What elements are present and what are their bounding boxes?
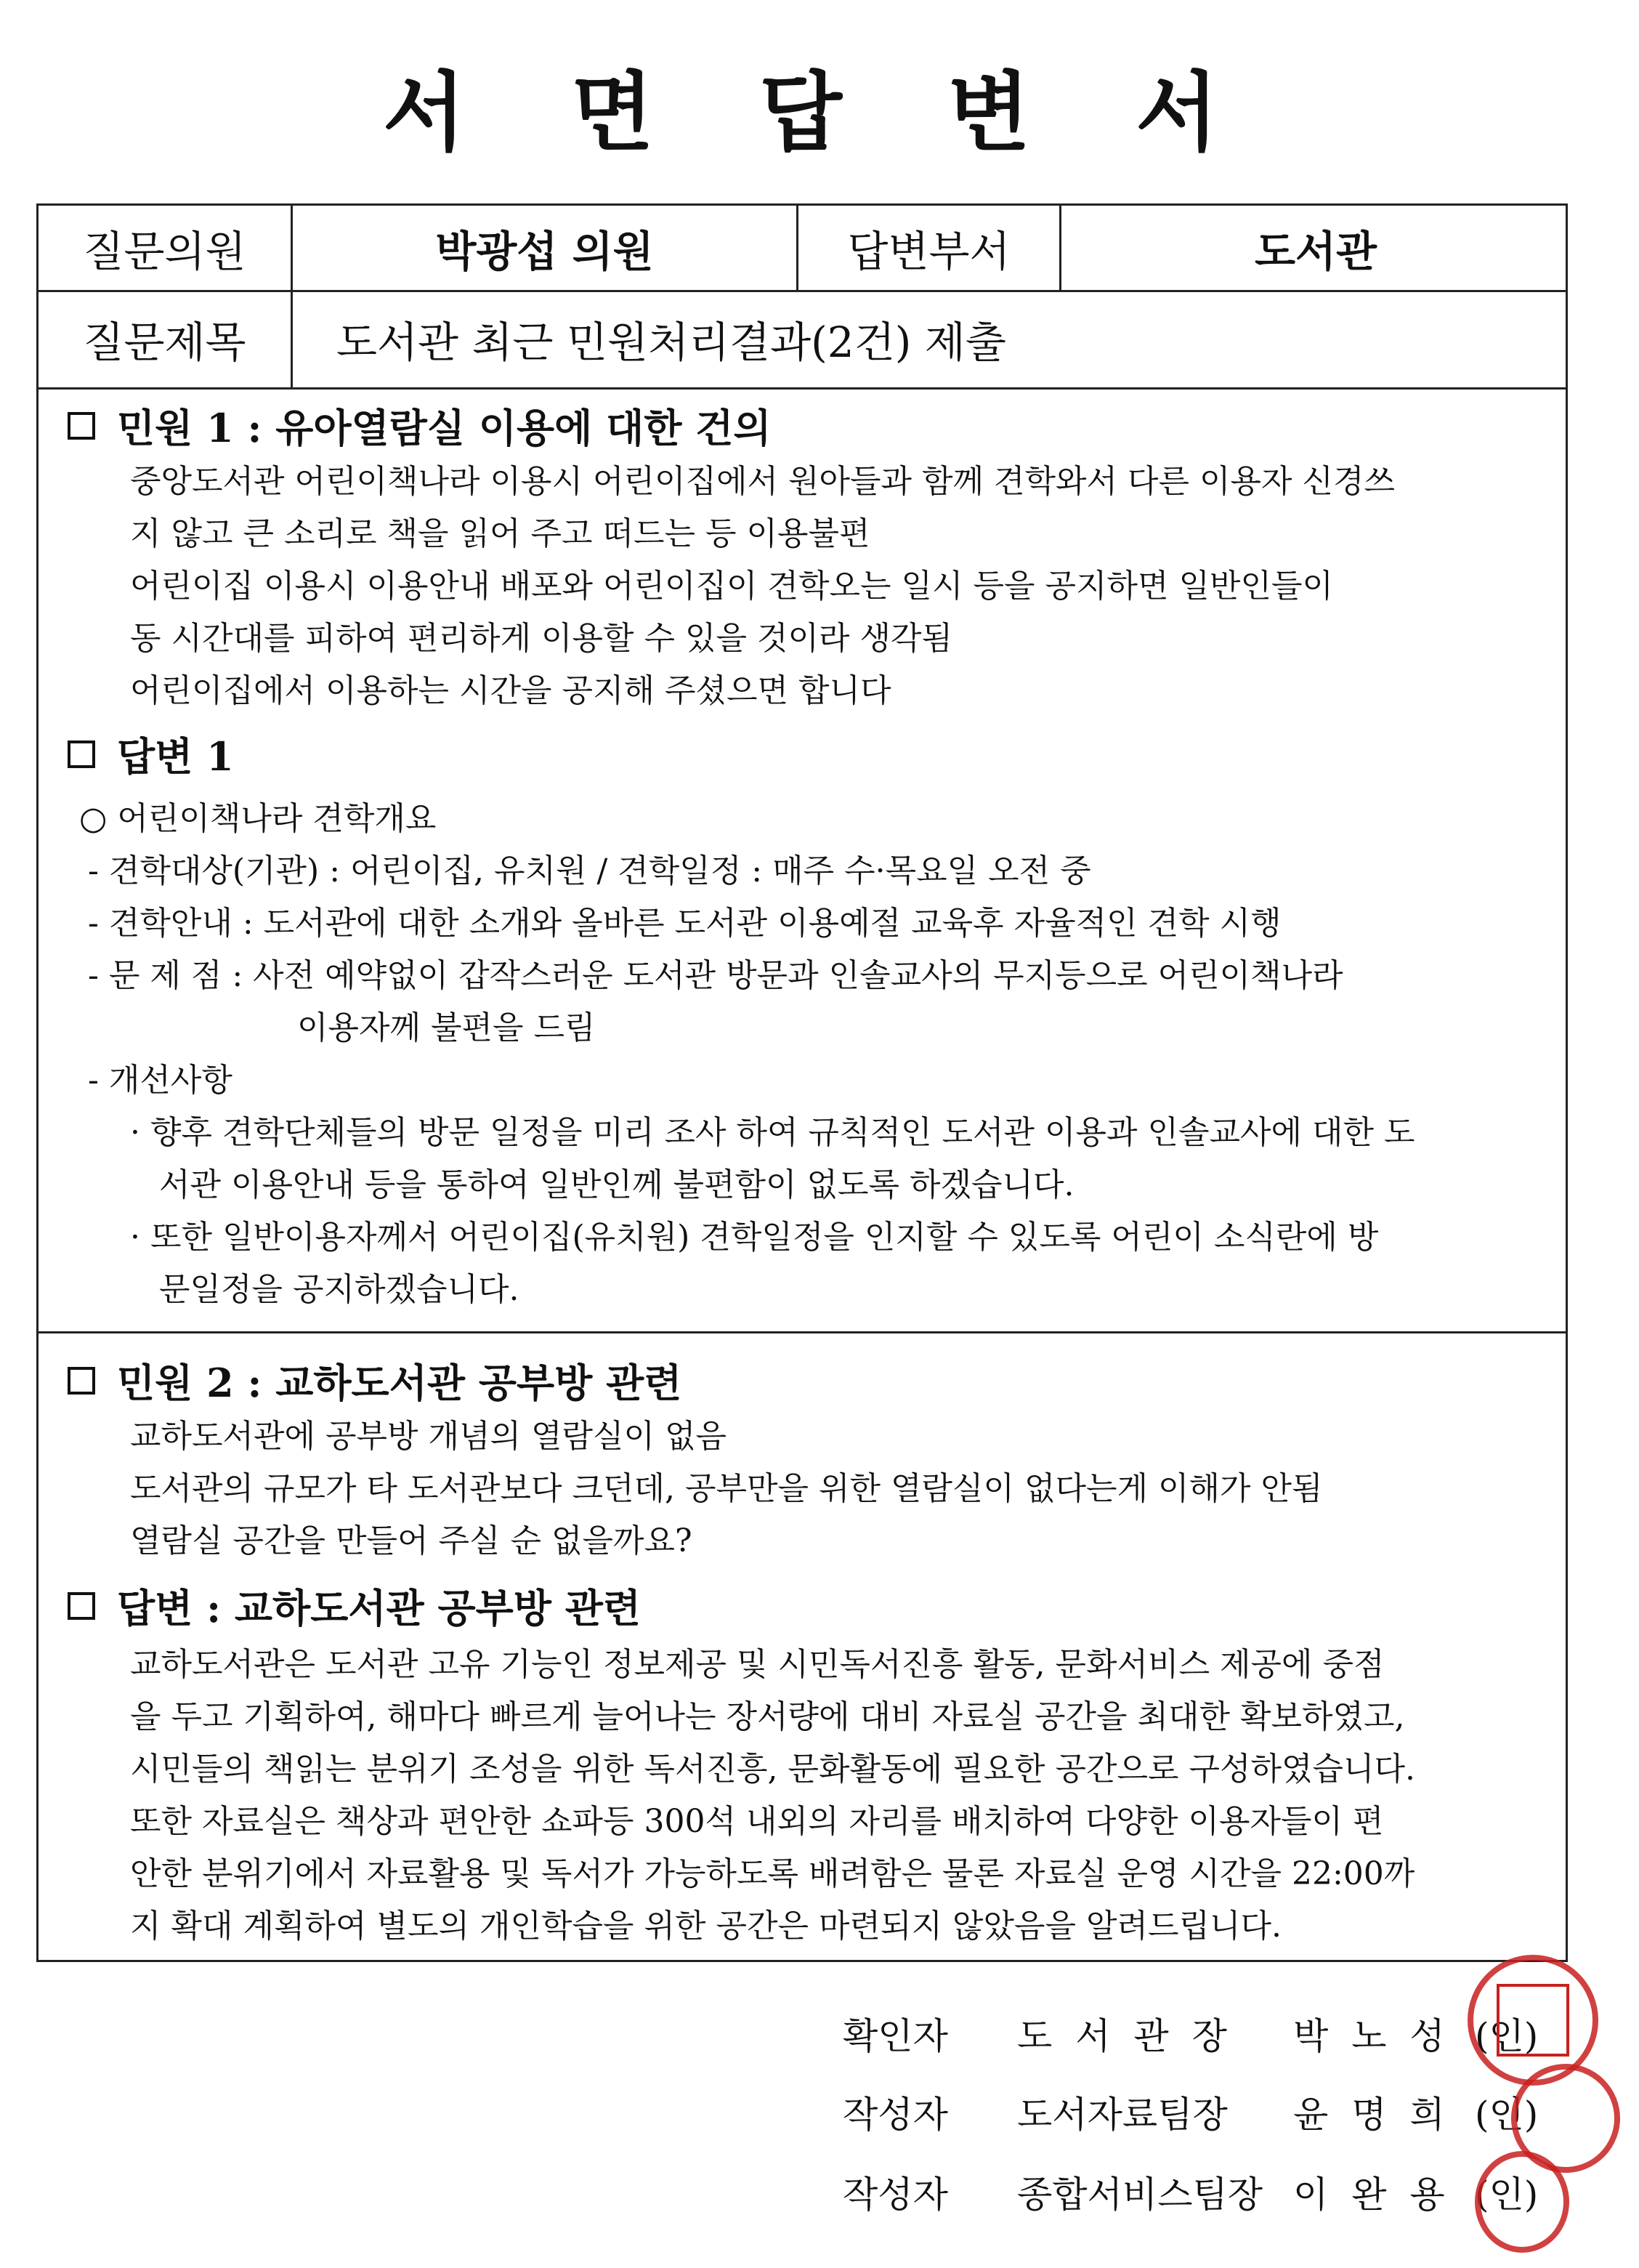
answer2-heading-text: 답변 : 교하도서관 공부방 관련 bbox=[117, 1585, 642, 1631]
section2-line: 열람실 공간을 만들어 주실 순 없을까요? bbox=[130, 1522, 692, 1559]
subject-value: 도서관 최근 민원처리결과(2건) 제출 bbox=[336, 318, 1006, 367]
answer1-improvement: · 향후 견학단체들의 방문 일정을 미리 조사 하여 규칙적인 도서관 이용과 인솔교사에 대한 도 bbox=[130, 1114, 1415, 1151]
section2-line: 도서관의 규모가 타 도서관보다 크던데, 공부만을 위한 열람실이 없다는게 이해가 안됨 bbox=[130, 1470, 1323, 1507]
section1-line: 어린이집 이용시 이용안내 배포와 어린이집이 견학오는 일시 등을 공지하면 일반인들이 bbox=[130, 568, 1334, 605]
header-row-questioner bbox=[39, 206, 1566, 292]
signature-title: 도서자료팀장 bbox=[1017, 2094, 1228, 2136]
answer1-overview: ○ 어린이책나라 견학개요 bbox=[79, 800, 437, 837]
section2-heading bbox=[68, 1352, 681, 1408]
answer2-line: 또한 자료실은 책상과 편안한 쇼파등 300석 내외의 자리를 배치하여 다양한 이용자들이 편 bbox=[130, 1803, 1384, 1840]
checkbox-icon bbox=[68, 1592, 95, 1620]
section2-line: 교하도서관에 공부방 개념의 열람실이 없음 bbox=[130, 1418, 727, 1455]
section2-heading-text: 민원 2 : 교하도서관 공부방 관련 bbox=[117, 1360, 682, 1406]
answer2-heading bbox=[68, 1578, 641, 1634]
checkbox-icon bbox=[68, 1367, 95, 1395]
answer2-line: 지 확대 계획하여 별도의 개인학습을 위한 공간은 마련되지 않았음을 알려드립니다. bbox=[130, 1908, 1282, 1945]
checkbox-icon bbox=[68, 740, 95, 768]
section-divider bbox=[39, 1331, 1566, 1333]
questioner-label: 질문의원 bbox=[39, 206, 293, 290]
answer-form bbox=[36, 203, 1568, 1962]
signature-role: 확인자 bbox=[843, 2015, 948, 2057]
answer1-item: - 견학대상(기관) : 어린이집, 유치원 / 견학일정 : 매주 수·목요일 오전 중 bbox=[88, 852, 1091, 889]
subject-label: 질문제목 bbox=[39, 290, 293, 387]
section1-body bbox=[130, 456, 1554, 717]
answer2-line: 교하도서관은 도서관 고유 기능인 정보제공 및 시민독서진흥 활동, 문화서비스 제공에 중점 bbox=[130, 1646, 1385, 1683]
checkbox-icon bbox=[68, 412, 95, 440]
section1-line: 지 않고 큰 소리로 책을 읽어 주고 떠드는 등 이용불편 bbox=[130, 515, 870, 552]
section1-heading bbox=[68, 397, 772, 453]
questioner-value: 박광섭 의원 bbox=[293, 206, 798, 290]
signature-title: 종합서비스팀장 bbox=[1017, 2174, 1263, 2216]
answer1-improvement: 서관 이용안내 등을 통하여 일반인께 불편함이 없도록 하겠습니다. bbox=[159, 1166, 1075, 1203]
section2-body bbox=[130, 1411, 1323, 1567]
section1-line: 중앙도서관 어린이책나라 이용시 어린이집에서 원아들과 함께 견학와서 다른 이용자 신경쓰 bbox=[130, 463, 1396, 500]
section1-line: 동 시간대를 피하여 편리하게 이용할 수 있을 것이라 생각됨 bbox=[130, 620, 952, 657]
signature-title: 도 서 관 장 bbox=[1017, 2015, 1233, 2057]
signature-name: 이 완 용 bbox=[1293, 2174, 1451, 2216]
signature-seal: (인) bbox=[1475, 2094, 1539, 2136]
signature-name: 박 노 성 bbox=[1293, 2015, 1451, 2057]
answer1-item: 이용자께 불편을 드림 bbox=[297, 1009, 596, 1046]
header-row-subject bbox=[39, 290, 1566, 390]
answer1-improvement: 문일정을 공지하겠습니다. bbox=[159, 1271, 519, 1308]
answer1-heading-text: 답변 1 bbox=[117, 733, 234, 780]
department-value: 도서관 bbox=[1254, 227, 1377, 276]
answer1-item: - 견학안내 : 도서관에 대한 소개와 올바른 도서관 이용예절 교육후 자율적인 견학 시행 bbox=[88, 905, 1282, 942]
signature-name: 윤 명 희 bbox=[1293, 2094, 1451, 2136]
section1-heading-text: 민원 1 : 유아열람실 이용에 대한 건의 bbox=[117, 405, 772, 451]
signature-seal: (인) bbox=[1475, 2015, 1539, 2057]
section1-line: 어린이집에서 이용하는 시간을 공지해 주셨으면 합니다 bbox=[130, 672, 891, 709]
answer1-heading bbox=[68, 726, 234, 782]
answer2-line: 시민들의 책읽는 분위기 조성을 위한 독서진흥, 문화활동에 필요한 공간으로 구성하였습니다. bbox=[130, 1751, 1415, 1788]
answer1-item: - 개선사항 bbox=[88, 1062, 232, 1099]
signature-role: 작성자 bbox=[843, 2174, 948, 2216]
answer2-body bbox=[130, 1639, 1415, 1953]
answer1-item: - 문 제 점 : 사전 예약없이 갑작스러운 도서관 방문과 인솔교사의 무지등으로 어린이책나라 bbox=[88, 957, 1343, 994]
answer2-line: 안한 분위기에서 자료활용 및 독서가 가능하도록 배려함은 물론 자료실 운영 시간을 22:00까 bbox=[130, 1855, 1415, 1892]
department-label: 답변부서 bbox=[798, 206, 1061, 290]
answer1-improvement: · 또한 일반이용자께서 어린이집(유치원) 견학일정을 인지할 수 있도록 어린이 소식란에 방 bbox=[130, 1219, 1379, 1256]
signature-role: 작성자 bbox=[843, 2094, 948, 2136]
signature-seal: (인) bbox=[1475, 2174, 1539, 2216]
answer2-line: 을 두고 기획하여, 해마다 빠르게 늘어나는 장서량에 대비 자료실 공간을 최대한 확보하였고, bbox=[130, 1698, 1405, 1735]
document-title: 서 면 답 변 서 bbox=[382, 62, 1257, 163]
